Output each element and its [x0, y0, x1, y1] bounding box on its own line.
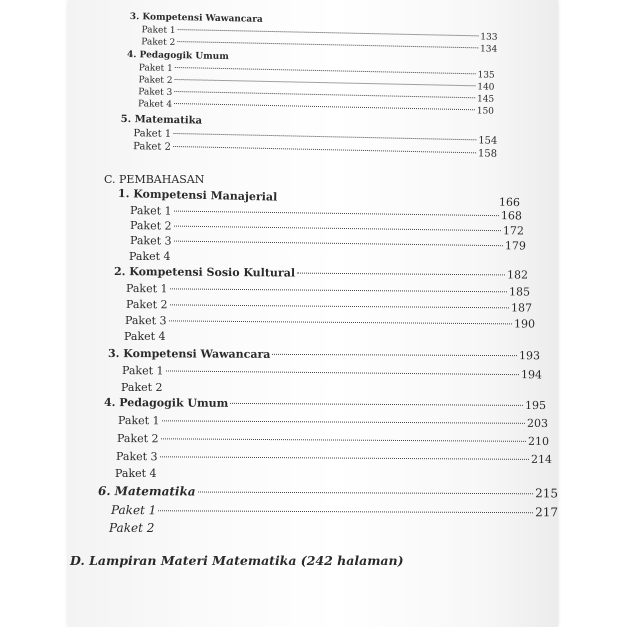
- section-title: 4. Pedagogik Umum: [126, 49, 229, 63]
- leader-dots: [230, 403, 523, 406]
- page-number: 214: [530, 452, 553, 467]
- section-title: 6. Matematika: [97, 484, 196, 499]
- page-number: 135: [477, 70, 495, 81]
- toc-section-entry: [108, 347, 540, 362]
- toc-section-entry: [104, 396, 546, 412]
- section-heading-lampiran: D. Lampiran Materi Matematika (242 halaman): [70, 553, 404, 568]
- page-number: 203: [526, 416, 549, 431]
- entry-label: Paket 4: [124, 330, 166, 343]
- page-number: 140: [477, 82, 495, 93]
- leader-dots: [158, 510, 533, 513]
- page-number: 194: [520, 368, 543, 382]
- entry-label: Paket 3: [129, 234, 172, 248]
- page-number: 217: [535, 505, 559, 520]
- entry-label: Paket 2: [133, 141, 172, 153]
- toc-entry: [111, 503, 558, 519]
- toc-entry: [126, 298, 532, 315]
- entry-label: Paket 2: [125, 298, 168, 312]
- entry-label: Paket 1: [125, 282, 168, 296]
- section-title: 1. Kompetensi Manajerial: [117, 187, 278, 204]
- toc-entry: [109, 521, 309, 535]
- entry-label: Paket 2: [138, 75, 173, 86]
- section-title: 3. Kompetensi Wawancara: [129, 12, 263, 25]
- toc-pembahasan-block: [68, 0, 558, 627]
- section-title: 5. Matematika: [120, 113, 203, 127]
- entry-label: Paket 1: [110, 503, 157, 518]
- toc-entry: [126, 282, 530, 299]
- toc-entry: [121, 381, 321, 394]
- entry-label: Paket 2: [121, 381, 163, 394]
- leader-dots: [169, 320, 512, 324]
- page-number: 215: [535, 486, 559, 501]
- entry-label: Paket 2: [109, 521, 155, 535]
- leader-dots: [170, 304, 509, 308]
- leader-dots: [170, 288, 507, 292]
- page-number: 150: [476, 106, 495, 117]
- page-number: 134: [479, 44, 498, 55]
- entry-label: Paket 1: [117, 414, 160, 428]
- entry-label: Paket 1: [141, 25, 176, 37]
- entry-label: Paket 3: [138, 87, 173, 98]
- page-number: 154: [478, 135, 498, 147]
- toc-section-entry: [114, 265, 528, 282]
- entry-label: Paket 1: [133, 128, 172, 140]
- entry-label: Paket 1: [121, 364, 164, 378]
- page-number: 158: [477, 148, 498, 160]
- toc-section-entry: [98, 484, 558, 500]
- toc-entry: [117, 432, 549, 448]
- page-number: 185: [508, 285, 531, 299]
- toc-entry: [115, 467, 315, 480]
- entry-label: Paket 4: [129, 250, 171, 263]
- entry-label: Paket 4: [137, 99, 173, 110]
- toc-entry: [116, 450, 552, 466]
- entry-label: Paket 2: [116, 432, 159, 446]
- toc-entry: [129, 250, 329, 263]
- entry-label: Paket 1: [129, 204, 172, 218]
- toc-entry: [122, 364, 542, 381]
- page-number: 133: [480, 32, 498, 43]
- toc-entry: [118, 414, 548, 430]
- section-title: 3. Kompetensi Wawancara: [107, 347, 271, 361]
- page-number: 179: [504, 239, 527, 253]
- leader-dots: [198, 492, 533, 495]
- leader-dots: [166, 370, 519, 375]
- page-number: 195: [524, 398, 547, 413]
- section-title: 4. Pedagogik Umum: [103, 396, 229, 410]
- leader-dots: [174, 241, 503, 247]
- entry-label: Paket 4: [115, 467, 157, 480]
- leader-dots: [160, 456, 529, 460]
- leader-dots: [161, 438, 526, 442]
- page-number: 190: [513, 317, 536, 331]
- section-heading-pembahasan: C. PEMBAHASAN: [104, 173, 205, 186]
- entry-label: Paket 3: [124, 314, 167, 328]
- leader-dots: [174, 211, 499, 217]
- leader-dots: [297, 273, 505, 276]
- page-number: 187: [510, 301, 533, 315]
- page-number: 166: [498, 195, 521, 210]
- section-title: 2. Kompetensi Sosio Kultural: [113, 265, 296, 280]
- page-number: 172: [502, 224, 525, 238]
- leader-dots: [272, 354, 517, 356]
- page-number: 145: [476, 94, 495, 105]
- toc-entry: [124, 330, 324, 343]
- leader-dots: [174, 226, 501, 232]
- entry-label: Paket 1: [138, 63, 173, 74]
- page-number: 182: [506, 268, 529, 282]
- entry-label: Paket 2: [129, 219, 172, 233]
- toc-entry: [125, 314, 535, 331]
- page-number: 210: [527, 434, 550, 449]
- entry-label: Paket 2: [141, 37, 176, 48]
- page-number: 168: [500, 209, 523, 223]
- entry-label: Paket 3: [115, 450, 158, 464]
- page-number: 193: [518, 349, 541, 363]
- book-page: [68, 0, 558, 627]
- leader-dots: [162, 420, 525, 424]
